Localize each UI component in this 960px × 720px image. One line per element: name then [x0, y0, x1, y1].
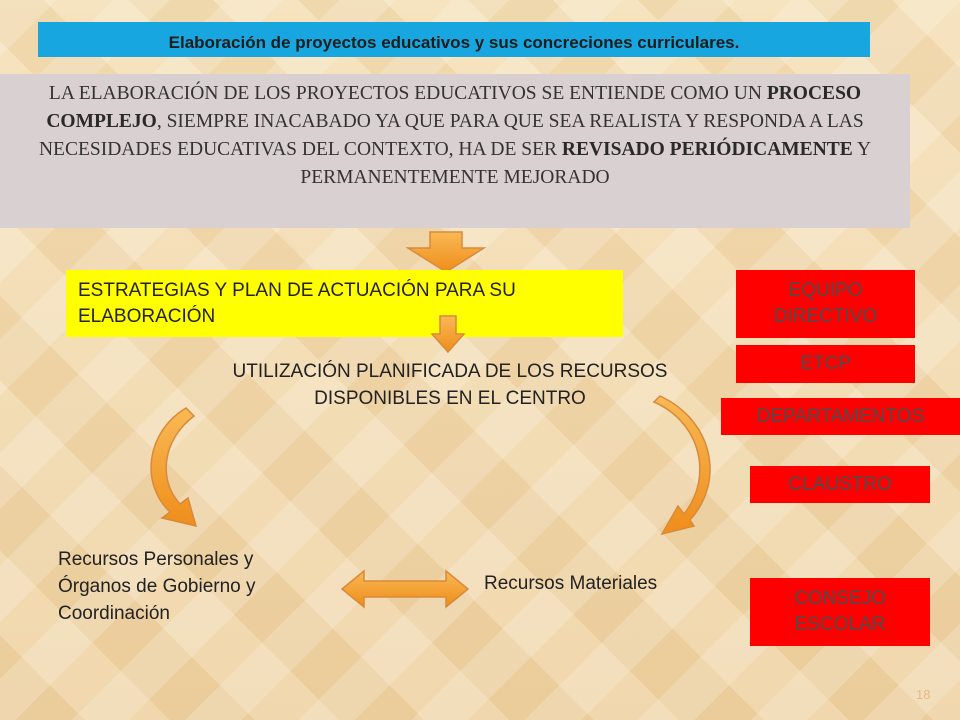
page-number-text: 18: [916, 687, 931, 702]
equipo-directivo-label: EQUIPO DIRECTIVO: [773, 280, 878, 327]
intro-text-3: Y PERMANENTEMENTE MEJORADO: [300, 139, 872, 188]
intro-bold-2: REVISADO PERIÓDICAMENTE: [561, 139, 853, 160]
intro-text-2: , SIEMPRE INACABADO YA QUE PARA QUE SEA REALISTA Y RESPONDA A LAS NECESIDADES EDUCATIVAS DEL CONTEXTO, HA DE SER: [38, 111, 864, 160]
material-resources: [484, 570, 657, 597]
slide-title: [38, 22, 870, 57]
down-arrow-icon: [404, 228, 488, 274]
etcp-label: ETCP: [800, 353, 851, 374]
left-curved-arrow-icon: [136, 400, 216, 540]
departamentos-box: [721, 398, 960, 435]
claustro-label: CLAUSTRO: [788, 473, 892, 495]
consejo-escolar-box: [750, 578, 930, 646]
strategy-box: [66, 270, 623, 337]
small-down-arrow-icon: [430, 314, 466, 354]
departamentos-label: DEPARTAMENTOS: [756, 405, 925, 427]
material-resources-text: Recursos Materiales: [484, 573, 658, 594]
claustro-box: [750, 466, 930, 503]
strategy-label: ESTRATEGIAS Y PLAN DE ACTUACIÓN PARA SU ELABORACIÓN: [78, 280, 516, 327]
resources-heading-text: UTILIZACIÓN PLANIFICADA DE LOS RECURSOS DISPONIBLES EN EL CENTRO: [232, 361, 668, 409]
intro-bold-1: PROCESO COMPLEJO: [46, 83, 862, 132]
intro-text-1: LA ELABORACIÓN DE LOS PROYECTOS EDUCATIVOS SE ENTIENDE COMO UN: [48, 83, 767, 104]
slide-title-text: Elaboración de proyectos educativos y sus concreciones curriculares.: [168, 32, 740, 52]
right-curved-arrow-icon: [648, 392, 728, 542]
personal-resources-text: Recursos Personales y Órganos de Gobierno y Coordinación: [58, 549, 256, 624]
consejo-escolar-label: CONSEJO ESCOLAR: [794, 588, 886, 635]
equipo-directivo-box: [736, 270, 915, 338]
intro-box: [0, 74, 910, 228]
page-number: [916, 687, 930, 702]
etcp-box: [736, 345, 915, 383]
double-arrow-icon: [340, 568, 470, 610]
personal-resources: [58, 546, 318, 627]
resources-heading: [170, 358, 730, 412]
